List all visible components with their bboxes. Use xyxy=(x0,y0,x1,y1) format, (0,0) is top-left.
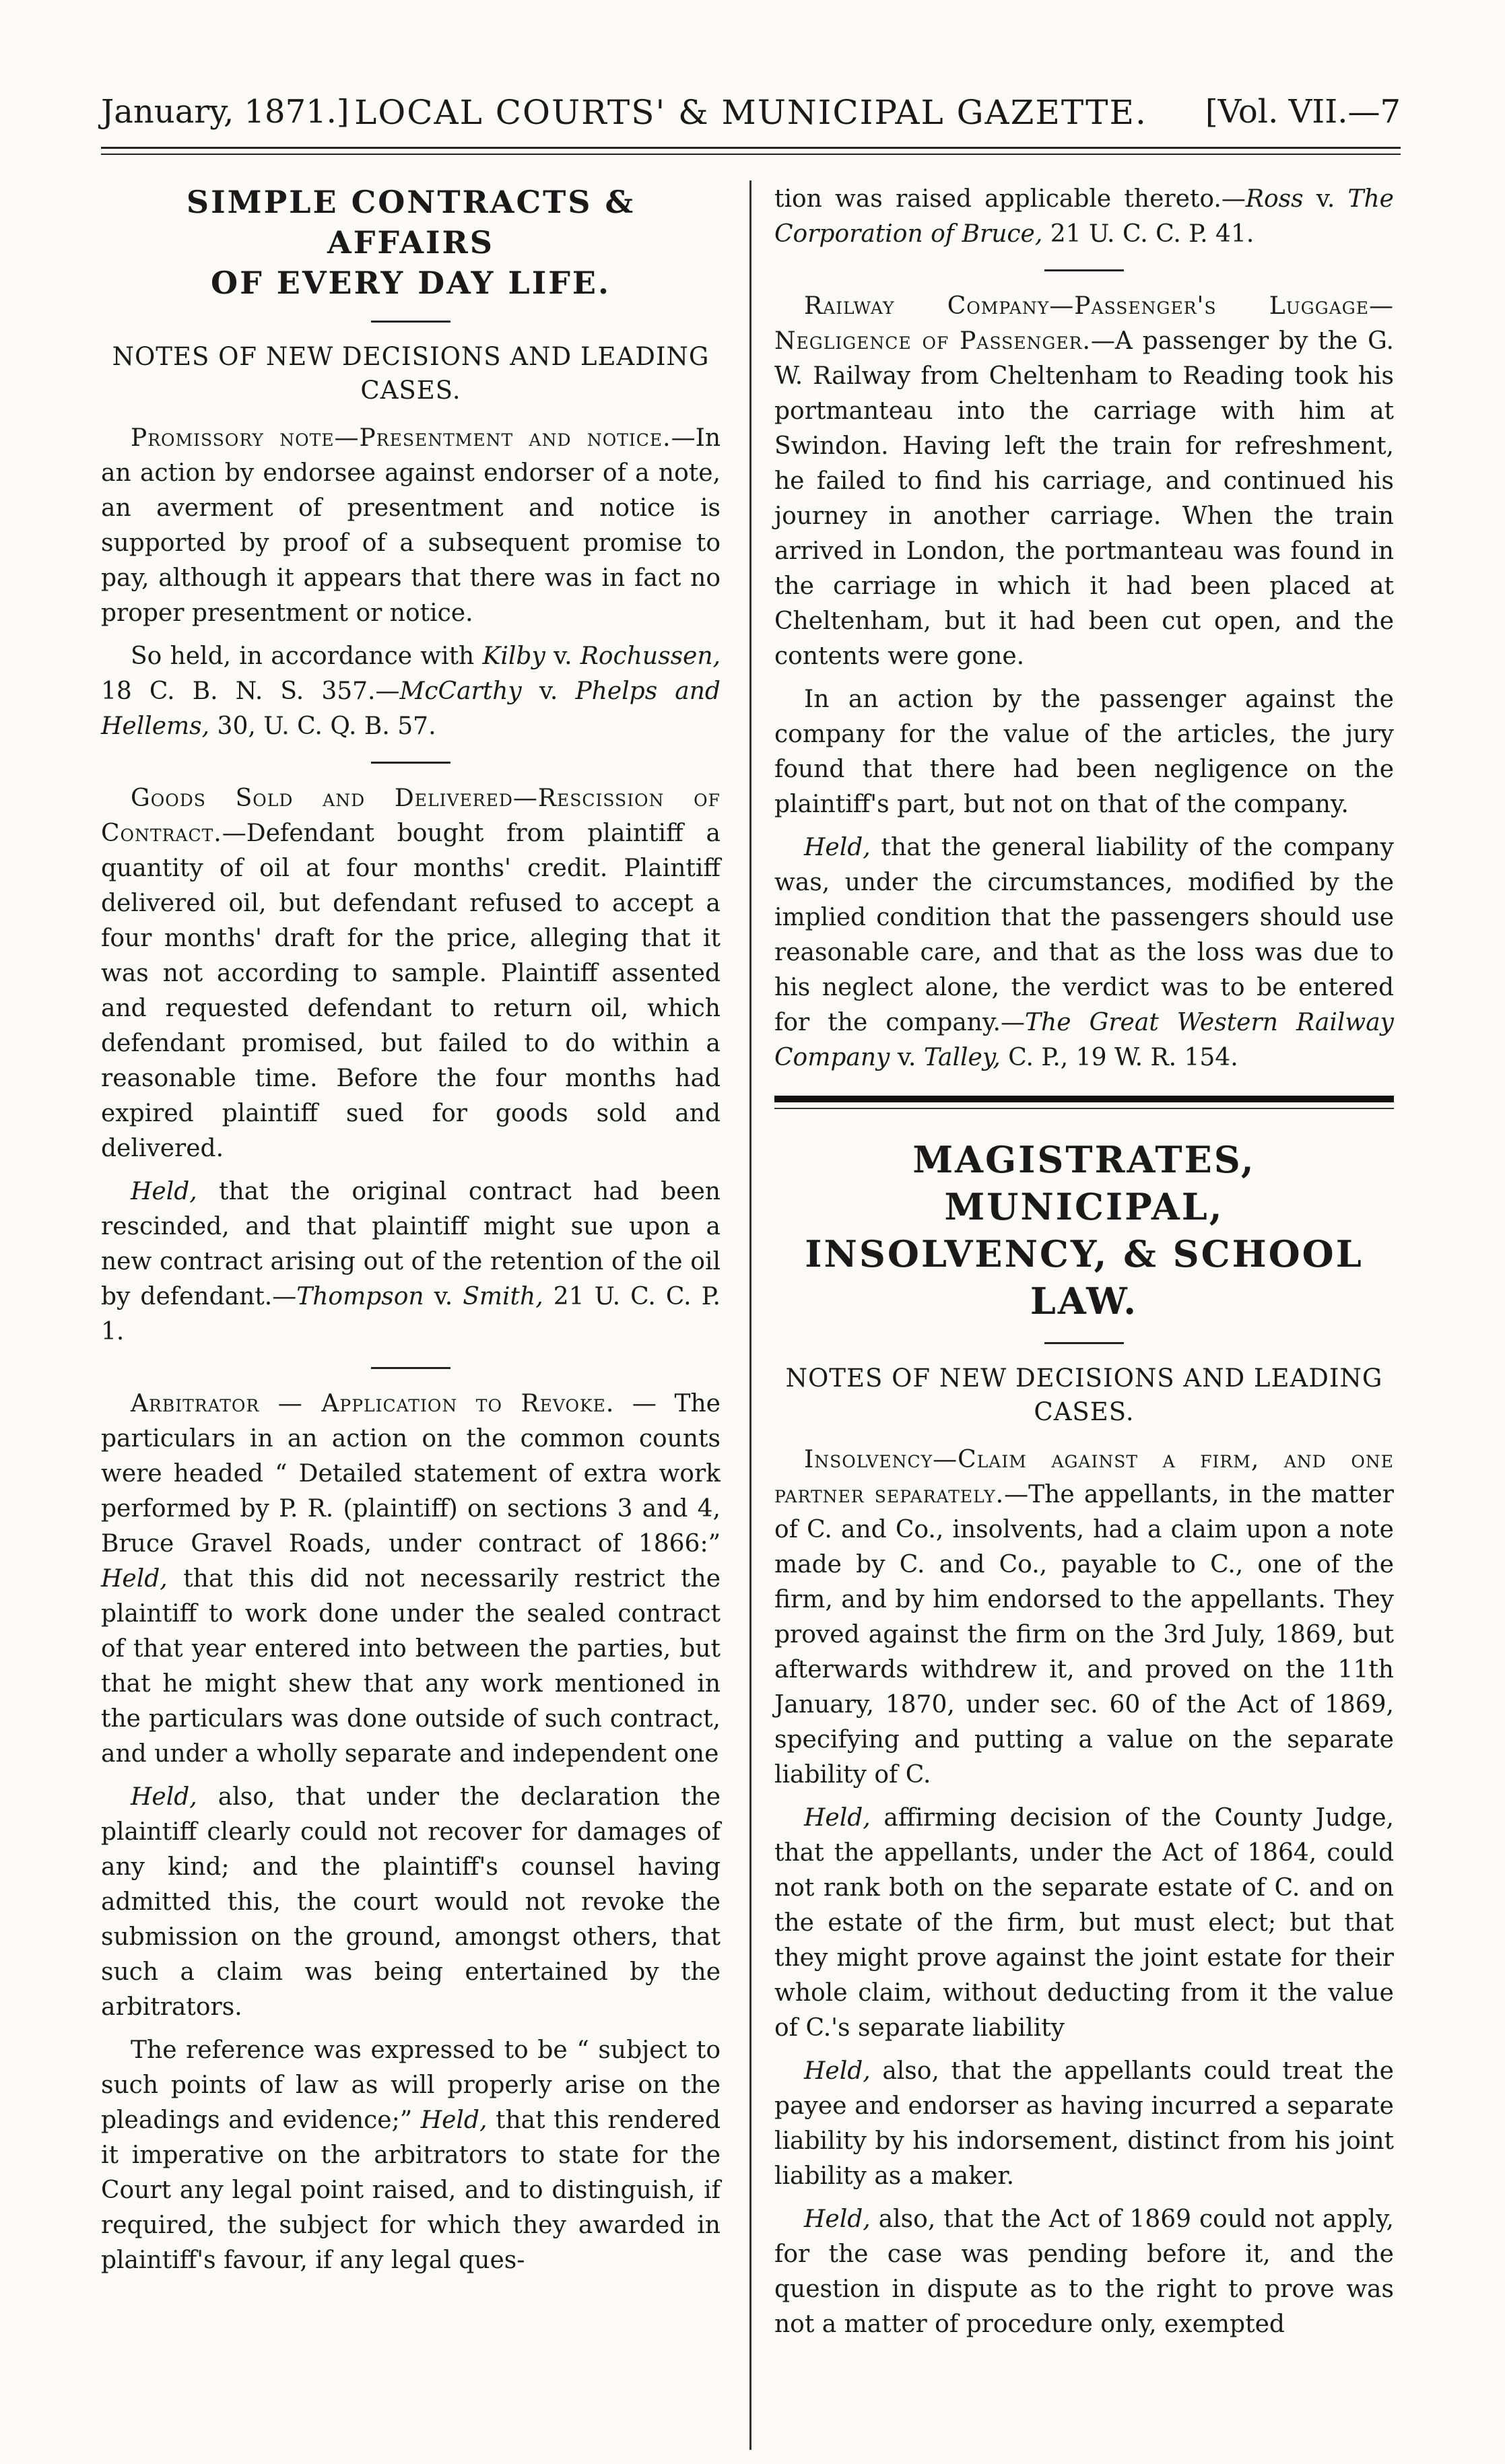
case-heading: Promissory note—Presentment and notice. xyxy=(131,424,671,452)
case-name: The Great Western Railway Company xyxy=(774,1009,1394,1071)
short-rule xyxy=(371,1367,450,1369)
case-name: McCarthy xyxy=(399,677,522,705)
versus: v. xyxy=(1316,185,1335,213)
case-text: tion was raised applicable thereto.— xyxy=(774,185,1246,213)
case-heading: Insolvency—Claim against a firm, and one partner separately. xyxy=(774,1446,1394,1508)
citation: 30, U. C. Q. B. 57. xyxy=(217,712,436,740)
header-volume: [Vol. VII.—7 xyxy=(1205,93,1401,131)
section-title xyxy=(774,1136,1394,1325)
held-text: that the general liability of the company was, under the circumstances, modified by the implied condition that the passengers should use reasonable care, and that as the loss was due to his neglect alone, the verdict was to be entered for the company.— xyxy=(774,834,1394,1036)
case-name: Thompson xyxy=(296,1283,424,1310)
case-text: —In an action by endorsee against endorser of a note, an averment of presentment and notice is supported by proof of a subsequent promise to pay, although it appears that there was in fact no proper presentment or notice. xyxy=(101,424,721,627)
case-text: —Defendant bought from plaintiff a quantity of oil at four months' credit. Plaintiff delivered oil, but defendant refused to accept a four months' draft for the price, alleging that it was not according to sample. Plaintiff assented and requested defendant to return oil, which defendant promised, but failed to do within a reasonable time. Before the four months had expired plaintiff sued for goods sold and delivered. xyxy=(101,820,721,1162)
case-held xyxy=(101,1780,721,2025)
case-held xyxy=(774,2202,1394,2342)
header-date: January, 1871.] xyxy=(101,93,349,131)
section-title-line1: SIMPLE CONTRACTS & AFFAIRS xyxy=(186,184,636,261)
citation: C. P., 19 W. R. 154. xyxy=(1008,1044,1238,1071)
case-heading: Railway Company—Passenger's Luggage—Negligence of Passenger. xyxy=(774,292,1394,355)
case-name: Smith, xyxy=(463,1283,543,1310)
case-text: The reference was expressed to be “ subject to such points of law as will properly arise on the pleadings and evidence;” xyxy=(101,2036,721,2134)
continuation-text xyxy=(774,182,1394,252)
short-rule xyxy=(371,321,450,323)
held-text: also, that the appellants could treat the payee and endorser as having incurred a separate liability by his indorsement, distinct from his joint liability as a maker. xyxy=(774,2057,1394,2190)
case-held xyxy=(774,830,1394,1075)
case-name: Ross xyxy=(1245,185,1304,213)
case-text: — The particulars in an action on the common counts were headed “ Detailed statement of extra work performed by P. R. (plaintiff) on sections 3 and 4, Bruce Gravel Roads, under contract of 1866:” xyxy=(101,1390,721,1558)
case-held xyxy=(774,1801,1394,2046)
held-word: Held, xyxy=(804,834,871,861)
case-held xyxy=(774,2054,1394,2194)
case-name: Kilby xyxy=(482,642,545,670)
case-held xyxy=(101,639,721,744)
held-word: Held, xyxy=(804,2057,871,2085)
held-text: also, that under the declaration the plaintiff clearly could not recover for damages of any kind; and the plaintiff's counsel having admitted this, the court would not revoke the submission on the ground, amongst others, that such a claim was being entertained by the arbitrators. xyxy=(101,1783,721,2021)
versus: v. xyxy=(539,677,558,705)
case-reference xyxy=(101,2033,721,2278)
held-text: affirming decision of the County Judge, that the appellants, under the Act of 1864, could not rank both on the separate estate of C. and on the estate of the firm, but must elect; but that they might prove against the joint estate for their whole claim, without deducting from it the value of C.'s separate liability xyxy=(774,1804,1394,2042)
citation: 21 U. C. C. P. 41. xyxy=(1050,220,1255,248)
versus: v. xyxy=(434,1283,453,1310)
case-railway xyxy=(774,289,1394,674)
case-held xyxy=(101,1174,721,1350)
case-name: The Corporation of Bruce, xyxy=(774,185,1394,248)
held-word: Held, xyxy=(804,2205,871,2233)
held-word: Held, xyxy=(101,1565,168,1593)
held-prefix: So held, in accordance with xyxy=(131,642,475,670)
case-goods-sold xyxy=(101,781,721,1166)
section-divider-thin xyxy=(774,1108,1394,1109)
case-text: that this did not necessarily restrict the plaintiff to work done under the sealed contract of that year entered into between the parties, but that he might shew that any work mentioned in the particulars was done outside of such contract, and under a wholly separate and independent one xyxy=(101,1565,721,1768)
versus: v. xyxy=(554,642,572,670)
header-rule xyxy=(101,147,1401,149)
case-promissory-note xyxy=(101,421,721,631)
section-divider-thick xyxy=(774,1096,1394,1102)
held-word: Held, xyxy=(804,1804,871,1832)
case-text: —The appellants, in the matter of C. and Co., insolvents, had a claim upon a note made by C. and Co., payable to C., one of the firm, and by him endorsed to the appellants. They proved against the firm on the 3rd July, 1869, but afterwards withdrew it, and proved on the 11th January, 1870, under sec. 60 of the Act of 1869, specifying and putting a value on the separate liability of C. xyxy=(774,1481,1394,1789)
case-text: that this rendered it imperative on the arbitrators to state for the Court any legal point raised, and to distinguish, if required, the subject for which they awarded in plaintiff's favour, if any legal ques- xyxy=(101,2106,721,2274)
case-arbitrator xyxy=(101,1387,721,1772)
citation: 21 U. C. C. P. 1. xyxy=(101,1283,721,1345)
versus: v. xyxy=(897,1044,916,1071)
short-rule xyxy=(371,762,450,764)
short-rule xyxy=(1044,269,1124,271)
held-text: that the original contract had been rescinded, and that plaintiff might sue upon a new contract arising out of the retention of the oil by defendant.— xyxy=(101,1178,721,1310)
case-text: —A passenger by the G. W. Railway from Cheltenham to Reading took his portmanteau into the carriage with him at Swindon. Having left the train for refreshment, he failed to find his carriage, and continued his journey in another carriage. When the train arrived in London, the portmanteau was found in the carriage in which it had been placed at Cheltenham, but it had been cut open, and the contents were gone. xyxy=(774,327,1394,670)
column-divider xyxy=(749,180,751,2450)
held-word: Held, xyxy=(420,2106,488,2134)
case-name: Talley, xyxy=(923,1044,1001,1071)
held-word: Held, xyxy=(131,1783,197,1811)
held-text: also, that the Act of 1869 could not apply, for the case was pending before it, and the question in dispute as to the right to prove was not a matter of procedure only, exempted xyxy=(774,2205,1394,2338)
case-name: Rochussen, xyxy=(580,642,721,670)
left-column xyxy=(101,182,721,2286)
case-name: Phelps and Hellems, xyxy=(101,677,721,740)
header-title: LOCAL COURTS' & MUNICIPAL GAZETTE. xyxy=(354,93,1147,132)
citation: 18 C. B. N. S. 357.— xyxy=(101,677,400,705)
case-heading: Arbitrator — Application to Revoke. xyxy=(131,1390,615,1418)
section-title xyxy=(101,182,721,303)
header-rule-2 xyxy=(101,154,1401,155)
case-railway-para2: In an action by the passenger against the company for the value of the articles, the jury found that there had been negligence on the plaintiff's part, but not on that of the company. xyxy=(774,686,1394,818)
section-title-line2: INSOLVENCY, & SCHOOL LAW. xyxy=(805,1232,1364,1323)
right-column xyxy=(774,182,1394,2350)
section-title-line2: OF EVERY DAY LIFE. xyxy=(211,265,611,301)
section-subhead: NOTES OF NEW DECISIONS AND LEADING CASES. xyxy=(785,1364,1383,1426)
section-subhead: NOTES OF NEW DECISIONS AND LEADING CASES. xyxy=(112,342,710,405)
short-rule xyxy=(1044,1342,1124,1344)
page-header xyxy=(101,93,1401,154)
case-insolvency xyxy=(774,1442,1394,1793)
held-word: Held, xyxy=(131,1178,197,1205)
section-title-line1: MAGISTRATES, MUNICIPAL, xyxy=(912,1138,1256,1228)
case-heading: Goods Sold and Delivered—Rescission of Contract. xyxy=(101,785,721,847)
